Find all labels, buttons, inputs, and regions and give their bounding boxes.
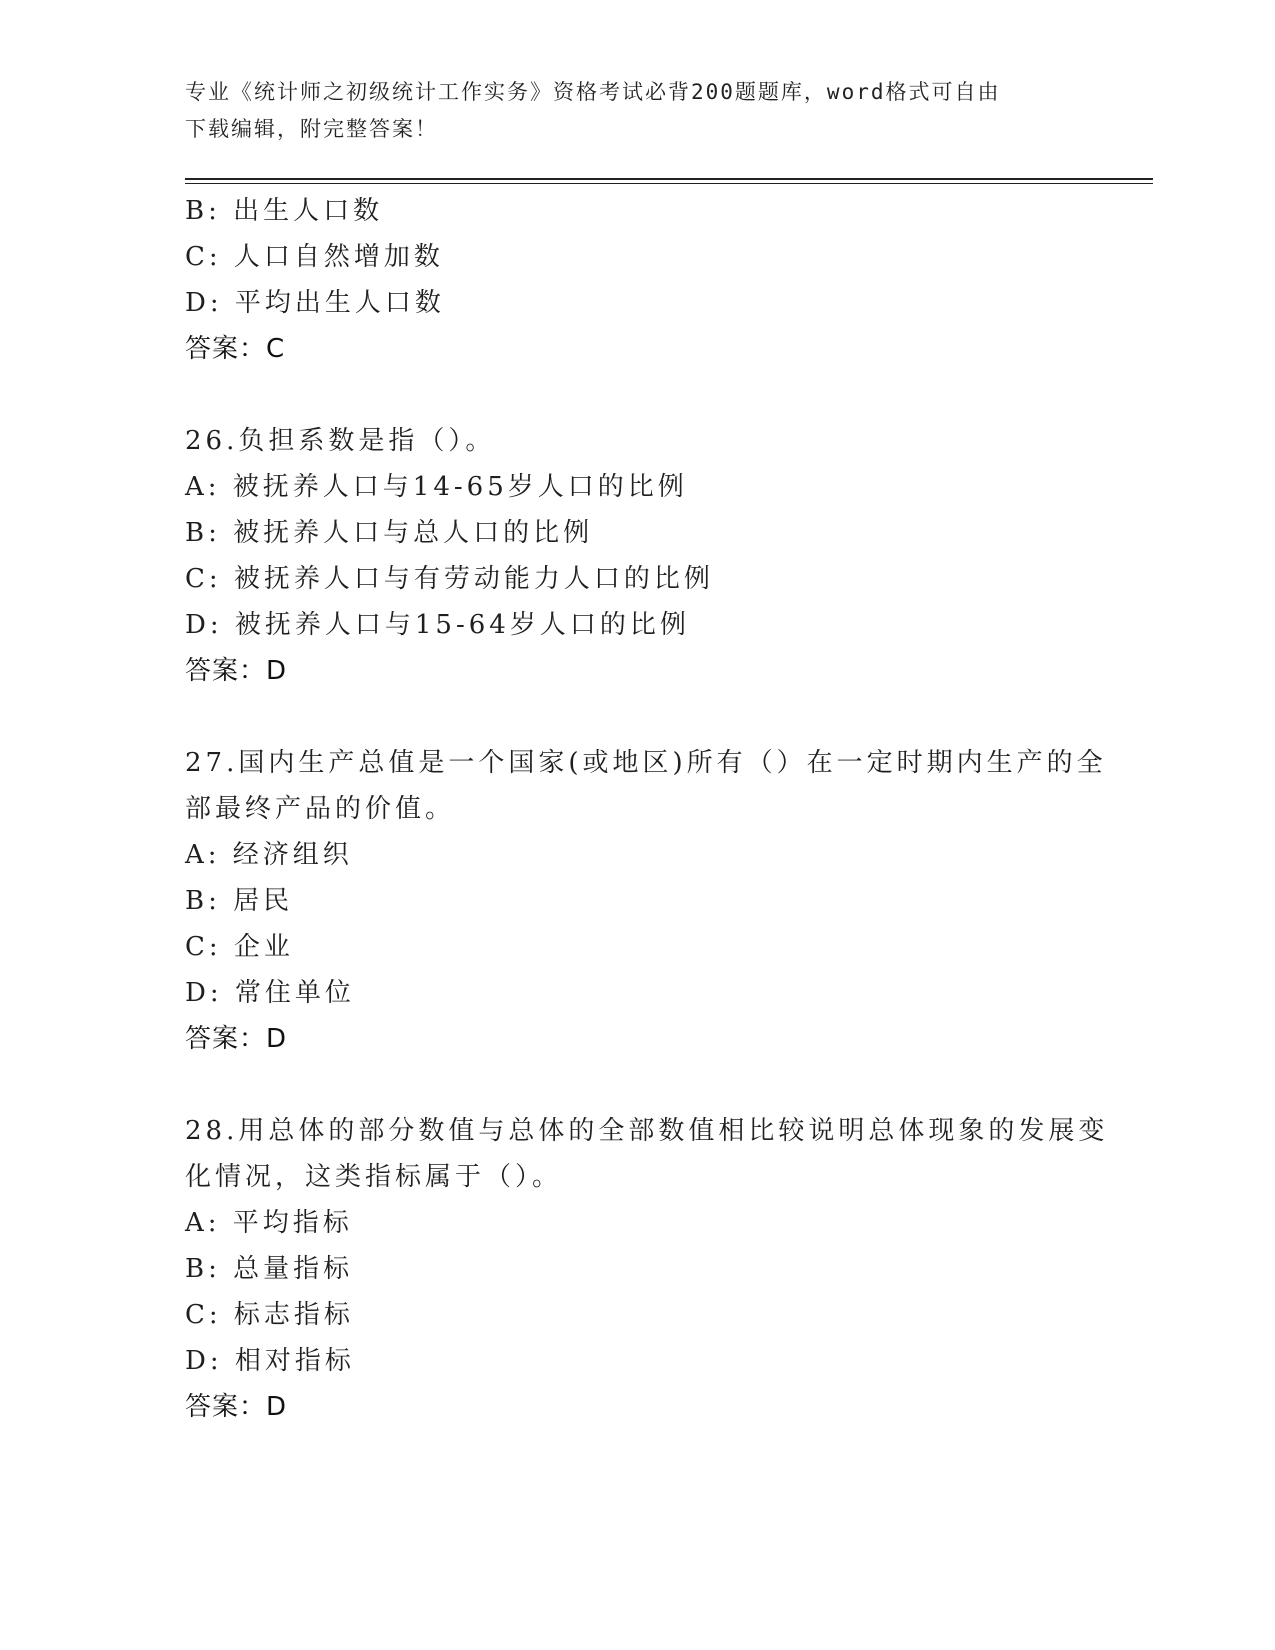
answer-line: 答案：D bbox=[185, 656, 288, 686]
question-stem-line-2: 部最终产品的价值。 bbox=[185, 794, 456, 824]
question-stem-line-2: 化情况，这类指标属于（）。 bbox=[185, 1162, 563, 1192]
question-27 bbox=[185, 740, 1107, 1062]
answer-line: 答案：D bbox=[185, 1392, 288, 1422]
question-stem: 26.负担系数是指（）。 bbox=[185, 426, 496, 456]
question-stem-line-1: 27.国内生产总值是一个国家(或地区)所有（）在一定时期内生产的全 bbox=[185, 748, 1107, 778]
spacer bbox=[185, 372, 1085, 418]
page-header bbox=[185, 74, 1065, 148]
option-c: C: 人口自然增加数 bbox=[185, 242, 444, 272]
question-28 bbox=[185, 1108, 1109, 1430]
option-a: A: 平均指标 bbox=[185, 1208, 353, 1238]
header-divider-thick bbox=[185, 178, 1153, 180]
question-list bbox=[185, 188, 1109, 1430]
answer-line: 答案：C bbox=[185, 334, 286, 364]
option-a: A: 经济组织 bbox=[185, 840, 353, 870]
option-d: D: 被抚养人口与15-64岁人口的比例 bbox=[185, 610, 690, 640]
option-d: D: 平均出生人口数 bbox=[185, 288, 445, 318]
option-d: D: 相对指标 bbox=[185, 1346, 355, 1376]
option-b: B: 居民 bbox=[185, 886, 294, 916]
option-d: D: 常住单位 bbox=[185, 978, 355, 1008]
option-b: B: 总量指标 bbox=[185, 1254, 354, 1284]
question-25 bbox=[185, 188, 1085, 372]
spacer bbox=[185, 694, 1085, 740]
option-a: A: 被抚养人口与14-65岁人口的比例 bbox=[185, 472, 688, 502]
option-b: B: 出生人口数 bbox=[185, 196, 384, 226]
option-c: C: 标志指标 bbox=[185, 1300, 354, 1330]
option-b: B: 被抚养人口与总人口的比例 bbox=[185, 518, 594, 548]
option-c: C: 企业 bbox=[185, 932, 294, 962]
spacer bbox=[185, 1062, 1085, 1108]
question-stem-line-1: 28.用总体的部分数值与总体的全部数值相比较说明总体现象的发展变 bbox=[185, 1116, 1109, 1146]
answer-line: 答案：D bbox=[185, 1024, 288, 1054]
header-line-2: 下载编辑，附完整答案！ bbox=[185, 117, 438, 141]
option-c: C: 被抚养人口与有劳动能力人口的比例 bbox=[185, 564, 714, 594]
header-line-1: 专业《统计师之初级统计工作实务》资格考试必背200题题库，word格式可自由 bbox=[185, 80, 1001, 104]
question-26 bbox=[185, 418, 1085, 694]
header-divider-thin bbox=[185, 183, 1153, 184]
